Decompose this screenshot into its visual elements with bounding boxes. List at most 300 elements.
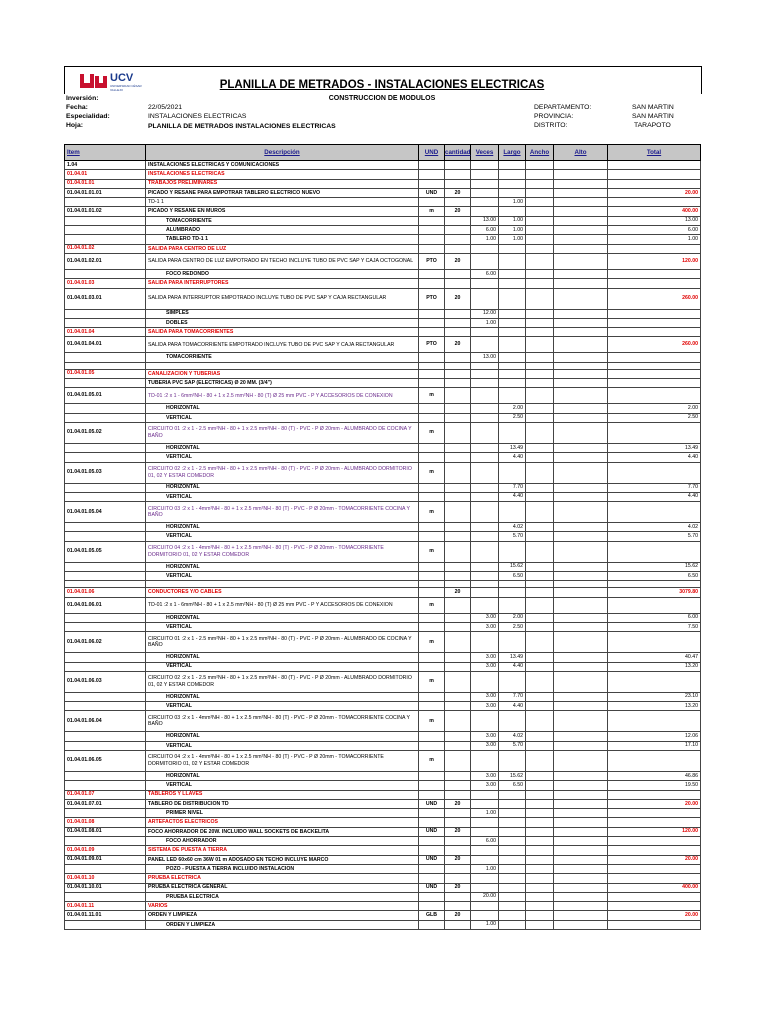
cell-total xyxy=(608,170,701,179)
cell-largo: 15.62 xyxy=(499,562,526,571)
cell-desc: VERTICAL xyxy=(146,532,419,541)
cell-ancho xyxy=(526,369,554,378)
cell-veces xyxy=(471,328,499,337)
cell-total: 46.86 xyxy=(608,771,701,780)
table-row xyxy=(65,309,701,318)
cell-cant xyxy=(445,462,471,483)
cell-total xyxy=(608,369,701,378)
cell-largo xyxy=(499,855,526,864)
label-distrito: DISTRITO: xyxy=(534,122,568,129)
cell-desc: VERTICAL xyxy=(146,622,419,631)
cell-veces xyxy=(471,818,499,827)
cell-item: 01.04.01.10.01 xyxy=(65,883,146,892)
cell-veces xyxy=(471,523,499,532)
cell-veces xyxy=(471,588,499,597)
cell-desc: HORIZONTAL xyxy=(146,483,419,492)
cell-total: 20.00 xyxy=(608,911,701,920)
cell-total: 23.10 xyxy=(608,692,701,701)
cell-total xyxy=(608,809,701,818)
cell-desc: HORIZONTAL xyxy=(146,653,419,662)
cell-item: 01.04.01.06 xyxy=(65,588,146,597)
cell-desc: TABLERO TD-1 1 xyxy=(146,235,419,244)
cell-total: 1.00 xyxy=(608,235,701,244)
table-row xyxy=(65,911,701,920)
cell-item: 01.04.01.01 xyxy=(65,179,146,188)
cell-ancho xyxy=(526,422,554,443)
cell-cant xyxy=(445,613,471,622)
cell-und: m xyxy=(419,541,445,562)
cell-alto xyxy=(554,337,608,353)
cell-veces xyxy=(471,413,499,422)
cell-veces xyxy=(471,572,499,581)
cell-item xyxy=(65,318,146,327)
cell-largo: 4.40 xyxy=(499,702,526,711)
cell-largo xyxy=(499,328,526,337)
cell-veces xyxy=(471,632,499,653)
table-row xyxy=(65,353,701,362)
cell-ancho xyxy=(526,902,554,911)
table-row xyxy=(65,771,701,780)
cell-total xyxy=(608,892,701,901)
cell-total xyxy=(608,362,701,369)
cell-und: UND xyxy=(419,799,445,808)
table-row xyxy=(65,337,701,353)
table-row xyxy=(65,837,701,846)
cell-cant xyxy=(445,732,471,741)
cell-desc: HORIZONTAL xyxy=(146,613,419,622)
table-row xyxy=(65,874,701,883)
cell-und xyxy=(419,532,445,541)
cell-veces xyxy=(471,453,499,462)
cell-alto xyxy=(554,483,608,492)
cell-total xyxy=(608,198,701,207)
cell-item: 01.04.01.11 xyxy=(65,902,146,911)
cell-veces xyxy=(471,362,499,369)
cell-total: 13.20 xyxy=(608,702,701,711)
cell-item xyxy=(65,226,146,235)
cell-total: 15.62 xyxy=(608,562,701,571)
label-especialidad: Especialidad: xyxy=(66,113,110,120)
cell-largo: 13.49 xyxy=(499,443,526,452)
cell-alto xyxy=(554,532,608,541)
cell-largo xyxy=(499,911,526,920)
table-row xyxy=(65,920,701,929)
cell-ancho xyxy=(526,226,554,235)
cell-cant xyxy=(445,711,471,732)
cell-alto xyxy=(554,799,608,808)
cell-cant xyxy=(445,818,471,827)
cell-largo: 5.70 xyxy=(499,532,526,541)
cell-veces xyxy=(471,492,499,501)
cell-und: m xyxy=(419,711,445,732)
cell-ancho xyxy=(526,244,554,253)
cell-item xyxy=(65,404,146,413)
cell-desc: ORDEN Y LIMPIEZA xyxy=(146,911,419,920)
cell-alto xyxy=(554,161,608,170)
cell-und: UND xyxy=(419,855,445,864)
cell-alto xyxy=(554,269,608,278)
cell-alto xyxy=(554,632,608,653)
cell-und xyxy=(419,198,445,207)
cell-total: 13.20 xyxy=(608,662,701,671)
cell-item xyxy=(65,741,146,750)
cell-desc: TD-1 1 xyxy=(146,198,419,207)
cell-total: 2.00 xyxy=(608,404,701,413)
cell-ancho xyxy=(526,653,554,662)
cell-alto xyxy=(554,379,608,388)
value-departamento: SAN MARTIN xyxy=(632,104,674,111)
cell-item xyxy=(65,837,146,846)
cell-desc: VERTICAL xyxy=(146,741,419,750)
cell-veces xyxy=(471,883,499,892)
cell-cant xyxy=(445,532,471,541)
cell-alto xyxy=(554,279,608,288)
cell-cant xyxy=(445,235,471,244)
cell-ancho xyxy=(526,827,554,836)
cell-alto xyxy=(554,892,608,901)
cell-ancho xyxy=(526,562,554,571)
table-row xyxy=(65,613,701,622)
cell-ancho xyxy=(526,362,554,369)
cell-total xyxy=(608,388,701,404)
cell-item xyxy=(65,702,146,711)
table-row xyxy=(65,662,701,671)
cell-desc: HORIZONTAL xyxy=(146,404,419,413)
cell-desc: HORIZONTAL xyxy=(146,523,419,532)
cell-item xyxy=(65,781,146,790)
cell-largo xyxy=(499,269,526,278)
cell-total xyxy=(608,874,701,883)
table-row xyxy=(65,827,701,836)
cell-veces xyxy=(471,532,499,541)
cell-cant xyxy=(445,379,471,388)
cell-veces: 20.00 xyxy=(471,892,499,901)
cell-total xyxy=(608,790,701,799)
table-row xyxy=(65,532,701,541)
cell-item: 01.04.01.11.01 xyxy=(65,911,146,920)
cell-desc: HORIZONTAL xyxy=(146,692,419,701)
cell-alto xyxy=(554,588,608,597)
cell-largo xyxy=(499,179,526,188)
cell-item: 01.04.01.01.02 xyxy=(65,207,146,216)
cell-und xyxy=(419,226,445,235)
cell-desc: TRABAJOS PRELIMINARES xyxy=(146,179,419,188)
cell-largo xyxy=(499,309,526,318)
cell-cant xyxy=(445,404,471,413)
cell-und xyxy=(419,790,445,799)
cell-item: 01.04.01.10 xyxy=(65,874,146,883)
cell-alto xyxy=(554,864,608,873)
cell-ancho xyxy=(526,837,554,846)
label-inversion: Inversión: xyxy=(66,95,99,102)
cell-alto xyxy=(554,216,608,225)
cell-veces xyxy=(471,671,499,692)
cell-desc: SIMPLES xyxy=(146,309,419,318)
cell-largo xyxy=(499,750,526,771)
cell-alto xyxy=(554,920,608,929)
cell-und: m xyxy=(419,207,445,216)
cell-desc: CIRCUITO 01 :2 x 1 - 2.5 mm²NH - 80 + 1 x 2.5 mm²NH - 80 (T) - PVC - P Ø 20mm - ALUMBRADO DE COCINA Y BAÑO xyxy=(146,632,419,653)
cell-veces xyxy=(471,369,499,378)
cell-desc: PRUEBA ELECTRICA xyxy=(146,874,419,883)
cell-total xyxy=(608,837,701,846)
cell-desc: PANEL LED 60x60 cm 36W 01 m ADOSADO EN TECHO INCLUYE MARCO xyxy=(146,855,419,864)
cell-veces xyxy=(471,581,499,588)
cell-largo: 1.00 xyxy=(499,216,526,225)
cell-cant xyxy=(445,692,471,701)
table-row xyxy=(65,653,701,662)
cell-veces xyxy=(471,827,499,836)
cell-item xyxy=(65,692,146,701)
cell-ancho xyxy=(526,622,554,631)
cell-total xyxy=(608,846,701,855)
cell-und xyxy=(419,864,445,873)
cell-alto xyxy=(554,362,608,369)
cell-cant xyxy=(445,422,471,443)
cell-alto xyxy=(554,288,608,309)
cell-desc: SALIDA PARA TOMACORRIENTES xyxy=(146,328,419,337)
table-row xyxy=(65,750,701,771)
table-row xyxy=(65,318,701,327)
cell-cant: 20 xyxy=(445,288,471,309)
cell-total xyxy=(608,353,701,362)
table-row xyxy=(65,790,701,799)
cell-largo xyxy=(499,711,526,732)
cell-veces xyxy=(471,597,499,613)
cell-ancho xyxy=(526,818,554,827)
cell-veces: 3.00 xyxy=(471,732,499,741)
cell-veces xyxy=(471,874,499,883)
cell-desc: SALIDA PARA CENTRO DE LUZ EMPOTRADO EN TECHO INCLUYE TUBO DE PVC SAP Y CAJA OCTOGONAL xyxy=(146,253,419,269)
cell-largo xyxy=(499,244,526,253)
cell-item: 01.04.01.04.01 xyxy=(65,337,146,353)
cell-desc: SALIDA PARA INTERRUPTORES xyxy=(146,279,419,288)
cell-largo: 7.70 xyxy=(499,692,526,701)
cell-ancho xyxy=(526,588,554,597)
cell-largo: 1.00 xyxy=(499,198,526,207)
cell-cant: 20 xyxy=(445,827,471,836)
cell-ancho xyxy=(526,541,554,562)
cell-ancho xyxy=(526,235,554,244)
cell-alto xyxy=(554,613,608,622)
cell-total xyxy=(608,318,701,327)
cell-alto xyxy=(554,369,608,378)
cell-veces xyxy=(471,462,499,483)
cell-cant: 20 xyxy=(445,799,471,808)
cell-und xyxy=(419,279,445,288)
cell-veces xyxy=(471,750,499,771)
cell-veces xyxy=(471,244,499,253)
cell-cant xyxy=(445,662,471,671)
cell-ancho xyxy=(526,279,554,288)
cell-veces: 1.00 xyxy=(471,318,499,327)
cell-total: 3079.80 xyxy=(608,588,701,597)
cell-largo: 6.50 xyxy=(499,781,526,790)
cell-alto xyxy=(554,911,608,920)
cell-alto xyxy=(554,855,608,864)
cell-total xyxy=(608,711,701,732)
cell-cant xyxy=(445,837,471,846)
cell-veces: 1.00 xyxy=(471,235,499,244)
cell-und: GLB xyxy=(419,911,445,920)
cell-largo xyxy=(499,632,526,653)
table-row xyxy=(65,541,701,562)
cell-total xyxy=(608,632,701,653)
cell-cant xyxy=(445,671,471,692)
cell-alto xyxy=(554,318,608,327)
cell-ancho xyxy=(526,846,554,855)
table-row xyxy=(65,462,701,483)
cell-largo: 4.02 xyxy=(499,732,526,741)
cell-largo xyxy=(499,892,526,901)
cell-desc: VERTICAL xyxy=(146,572,419,581)
cell-ancho xyxy=(526,883,554,892)
cell-largo xyxy=(499,279,526,288)
cell-desc: CANALIZACION Y TUBERIAS xyxy=(146,369,419,378)
table-row xyxy=(65,443,701,452)
cell-desc: PRIMER NIVEL xyxy=(146,809,419,818)
table-row xyxy=(65,161,701,170)
cell-desc: ALUMBRADO xyxy=(146,226,419,235)
cell-total: 120.00 xyxy=(608,827,701,836)
cell-ancho xyxy=(526,523,554,532)
cell-alto xyxy=(554,874,608,883)
cell-total: 17.10 xyxy=(608,741,701,750)
cell-alto xyxy=(554,188,608,197)
cell-largo xyxy=(499,809,526,818)
col-alto: Alto xyxy=(554,145,608,161)
cell-alto xyxy=(554,309,608,318)
cell-veces xyxy=(471,855,499,864)
label-provincia: PROVINCIA: xyxy=(534,113,574,120)
cell-total: 13.00 xyxy=(608,216,701,225)
cell-largo xyxy=(499,837,526,846)
cell-desc: VERTICAL xyxy=(146,453,419,462)
table-row xyxy=(65,328,701,337)
cell-und xyxy=(419,562,445,571)
cell-cant: 20 xyxy=(445,588,471,597)
cell-cant xyxy=(445,179,471,188)
cell-total: 20.00 xyxy=(608,799,701,808)
cell-ancho xyxy=(526,572,554,581)
cell-desc: VERTICAL xyxy=(146,492,419,501)
cell-largo: 4.40 xyxy=(499,662,526,671)
cell-item xyxy=(65,662,146,671)
cell-item: 01.04.01.06.05 xyxy=(65,750,146,771)
cell-und: m xyxy=(419,750,445,771)
table-row xyxy=(65,818,701,827)
cell-total: 2.50 xyxy=(608,413,701,422)
cell-ancho xyxy=(526,632,554,653)
cell-desc: VERTICAL xyxy=(146,662,419,671)
cell-cant xyxy=(445,388,471,404)
cell-und xyxy=(419,818,445,827)
cell-cant: 20 xyxy=(445,337,471,353)
cell-veces: 3.00 xyxy=(471,613,499,622)
cell-ancho xyxy=(526,318,554,327)
cell-largo: 4.40 xyxy=(499,453,526,462)
cell-veces xyxy=(471,188,499,197)
table-row xyxy=(65,188,701,197)
cell-largo xyxy=(499,161,526,170)
cell-und xyxy=(419,269,445,278)
cell-und xyxy=(419,369,445,378)
cell-cant xyxy=(445,198,471,207)
cell-cant xyxy=(445,269,471,278)
cell-item xyxy=(65,562,146,571)
cell-cant xyxy=(445,750,471,771)
cell-alto xyxy=(554,413,608,422)
cell-und: PTO xyxy=(419,253,445,269)
cell-ancho xyxy=(526,532,554,541)
table-row xyxy=(65,523,701,532)
col-veces: Veces xyxy=(471,145,499,161)
cell-item xyxy=(65,443,146,452)
cell-total xyxy=(608,269,701,278)
cell-und xyxy=(419,523,445,532)
cell-desc: INSTALACIONES ELECTRICAS xyxy=(146,170,419,179)
cell-total xyxy=(608,379,701,388)
cell-und xyxy=(419,702,445,711)
table-row xyxy=(65,781,701,790)
cell-veces xyxy=(471,161,499,170)
col-largo: Largo xyxy=(499,145,526,161)
cell-total: 6.00 xyxy=(608,226,701,235)
cell-desc: ARTEFACTOS ELECTRICOS xyxy=(146,818,419,827)
cell-alto xyxy=(554,818,608,827)
cell-und: m xyxy=(419,632,445,653)
table-row xyxy=(65,588,701,597)
table-row xyxy=(65,369,701,378)
table-row xyxy=(65,883,701,892)
cell-cant xyxy=(445,453,471,462)
cell-veces: 3.00 xyxy=(471,702,499,711)
cell-veces xyxy=(471,253,499,269)
cell-desc: CIRCUITO 02 :2 x 1 - 2.5 mm²NH - 80 + 1 x 2.5 mm²NH - 80 (T) - PVC - P Ø 20mm - ALUMBRADO DORMITORIO 01, 02 Y ESTAR COMEDOR xyxy=(146,671,419,692)
cell-desc: HORIZONTAL xyxy=(146,562,419,571)
cell-largo: 5.70 xyxy=(499,741,526,750)
cell-cant xyxy=(445,741,471,750)
table-row xyxy=(65,216,701,225)
cell-cant xyxy=(445,702,471,711)
cell-veces: 6.00 xyxy=(471,837,499,846)
cell-alto xyxy=(554,562,608,571)
cell-alto xyxy=(554,671,608,692)
cell-largo xyxy=(499,362,526,369)
cell-cant: 20 xyxy=(445,911,471,920)
cell-desc: SALIDA PARA TOMACORRIENTE EMPOTRADO INCLUYE TUBO DE PVC SAP Y CAJA RECTANGULAR xyxy=(146,337,419,353)
cell-cant xyxy=(445,864,471,873)
cell-item: 01.04.01.03.01 xyxy=(65,288,146,309)
col-item: Item xyxy=(65,145,146,161)
cell-item xyxy=(65,483,146,492)
cell-desc: TABLEROS Y LLAVES xyxy=(146,790,419,799)
cell-cant: 20 xyxy=(445,207,471,216)
cell-desc: SALIDA PARA INTERRUPTOR EMPOTRADO INCLUYE TUBO DE PVC SAP Y CAJA RECTANGULAR xyxy=(146,288,419,309)
cell-cant xyxy=(445,279,471,288)
cell-ancho xyxy=(526,379,554,388)
cell-veces: 3.00 xyxy=(471,692,499,701)
cell-ancho xyxy=(526,911,554,920)
cell-alto xyxy=(554,244,608,253)
cell-und: UND xyxy=(419,883,445,892)
table-row xyxy=(65,632,701,653)
cell-desc: SALIDA PARA CENTRO DE LUZ xyxy=(146,244,419,253)
cell-ancho xyxy=(526,892,554,901)
value-distrito: TARAPOTO xyxy=(634,122,671,129)
cell-ancho xyxy=(526,179,554,188)
cell-veces: 1.00 xyxy=(471,920,499,929)
